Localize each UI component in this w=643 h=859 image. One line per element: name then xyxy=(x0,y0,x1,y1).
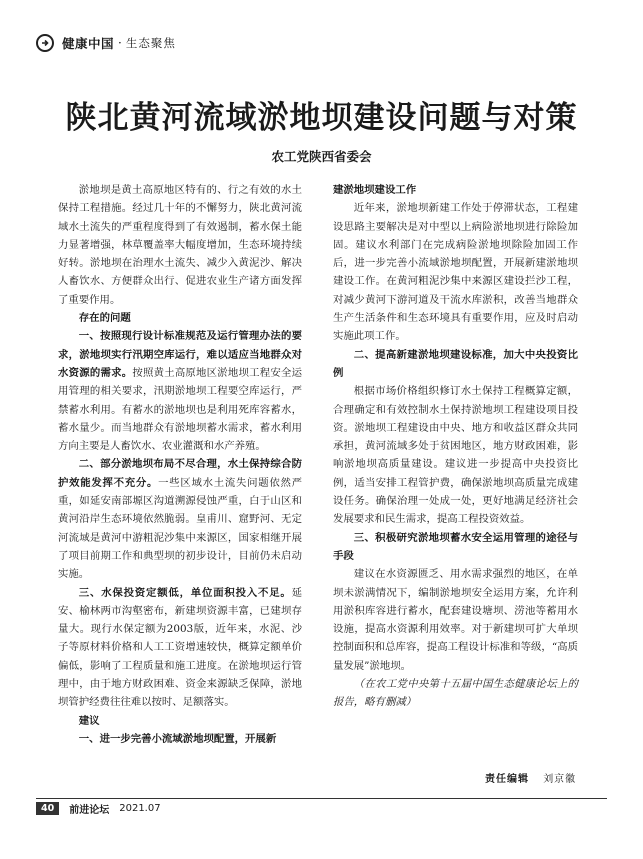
section-heading: 建议 xyxy=(78,714,100,727)
section-heading: 存在的问题 xyxy=(78,312,131,325)
source-note: （在农工党中央第十五届中国生态健康论坛上的报告，略有删减） xyxy=(333,678,578,709)
page-footer xyxy=(36,801,161,816)
editor-name: 刘京徽 xyxy=(543,774,577,785)
brand-name: 健康中国 xyxy=(62,36,115,51)
issue-heading: 一、按照现行设计标准规范及运行管理办法的要求，淤地坝实行汛期空库运行，难以适应当地群众对水资源的需求。按照黄土高原地区淤地坝工程安全运用管理的相关要求，汛期淤地坝工程要空库运行，严禁蓄水利用。有蓄水的淤地坝也是利用死库容蓄水，蓄水量少。而当地群众有淤地坝蓄水需求，蓄水利用方向主要是人畜饮水、农业灌溉和水产养殖。 xyxy=(58,330,303,453)
header-separator: · xyxy=(118,36,122,50)
magazine-name: 前进论坛 xyxy=(69,805,110,816)
left-column xyxy=(58,181,302,748)
issue-heading: 三、水保投资定额低，单位面积投入不足。延安、榆林两市沟壑密布，新建坝资源丰富，已建坝存量大。现行水保定额为2003版，近年来，水泥、沙子等原材料价格和人工工资增速较快，概算定额单价偏低，影响了工程质量和施工进度。在淤地坝运行管理中，由于地方财政困难、资金来源缺乏保障，淤地坝管护经费往往难以按时、足额落实。 xyxy=(58,586,302,709)
article-title: 陕北黄河流域淤地坝建设问题与对策 xyxy=(65,100,578,136)
editor-credit xyxy=(485,770,576,785)
editor-label: 责任编辑 xyxy=(485,774,529,785)
suggestion-heading: 三、积极研究淤地坝蓄水安全运用管理的途径与手段 xyxy=(333,531,578,562)
page-header xyxy=(36,33,176,53)
article-author: 农工党陕西省委会 xyxy=(271,149,372,164)
suggestion-heading: 二、提高新建淤地坝建设标准，加大中央投资比例 xyxy=(333,348,578,379)
issue-date: 2021.07 xyxy=(119,803,161,814)
suggestion-heading-continued: 建淤地坝建设工作 xyxy=(333,184,417,196)
paragraph: 建议在水资源匮乏、用水需求强烈的地区，在单坝未淤满情况下，编制淤地坝安全运用方案，允许利用淤积库容进行蓄水，配套建设塘坝、涝池等蓄用水设施，提高水资源利用效率。对于新建坝可扩大单坝控制面积和总库容，提高工程设计标准和等级，“高质量发展”淤地坝。 xyxy=(333,568,578,672)
paragraph: 近年来，淤地坝新建工作处于停滞状态，工程建设思路主要解决是对中型以上病险淤地坝进行除险加固。建议水利部门在完成病险淤地坝除险加固工作后，进一步完善小流域淤地坝配置，开展新建淤地坝建设工作。在黄河粗泥沙集中来源区建设拦沙工程，对减少黄河下游河道及干流水库淤积，改善当地群众生产生活条件和生态环境具有重要作用，应及时启动实施此项工作。 xyxy=(333,202,578,343)
section-name: 生态聚焦 xyxy=(125,36,176,50)
paragraph: 淤地坝是黄土高原地区特有的、行之有效的水土保持工程措施。经过几十年的不懈努力，陕北黄河流域水土流失的严重程度得到了有效遏制，蓄水保土能力显著增强，林草覆盖率大幅度增加，生态环境持续好转。淤地坝在治理水土流失、减少入黄泥沙、解决人畜饮水、方便群众出行、促进农业生产诸方面发挥了重要作用。 xyxy=(58,184,302,306)
issue-heading: 二、部分淤地坝布局不尽合理，水土保持综合防护效能发挥不充分。一些区域水土流失问题依然严重，如延安南部塬区沟道溯源侵蚀严重，白于山区和黄河沿岸生态环境依然脆弱。皇甫川、窟野河、无定河流域是黄河中游粗泥沙集中来源区，国家相继开展了项目前期工作和典型坝的初步设计，目前仍未启动实施。 xyxy=(58,458,303,581)
footer-divider xyxy=(36,798,607,799)
right-column xyxy=(333,181,578,712)
paragraph: 根据市场价格组织修订水土保持工程概算定额，合理确定和有效控制水土保持淤地坝工程建设项目投资。淤地坝工程建设由中央、地方和收益区群众共同承担，黄河流域多处于贫困地区，地方财政困难，影响淤地坝高质量建设。建议进一步提高中央投资比例，适当安排工程管护费，确保淤地坝高质量完成建设任务。确保治理一处成一处，更好地满足经济社会发展要求和民生需求，提高工程投资效益。 xyxy=(333,385,578,526)
circle-arrow-logo-icon xyxy=(36,34,54,52)
suggestion-heading: 一、进一步完善小流域淤地坝配置，开展新 xyxy=(78,732,277,745)
page-number: 40 xyxy=(36,802,59,815)
